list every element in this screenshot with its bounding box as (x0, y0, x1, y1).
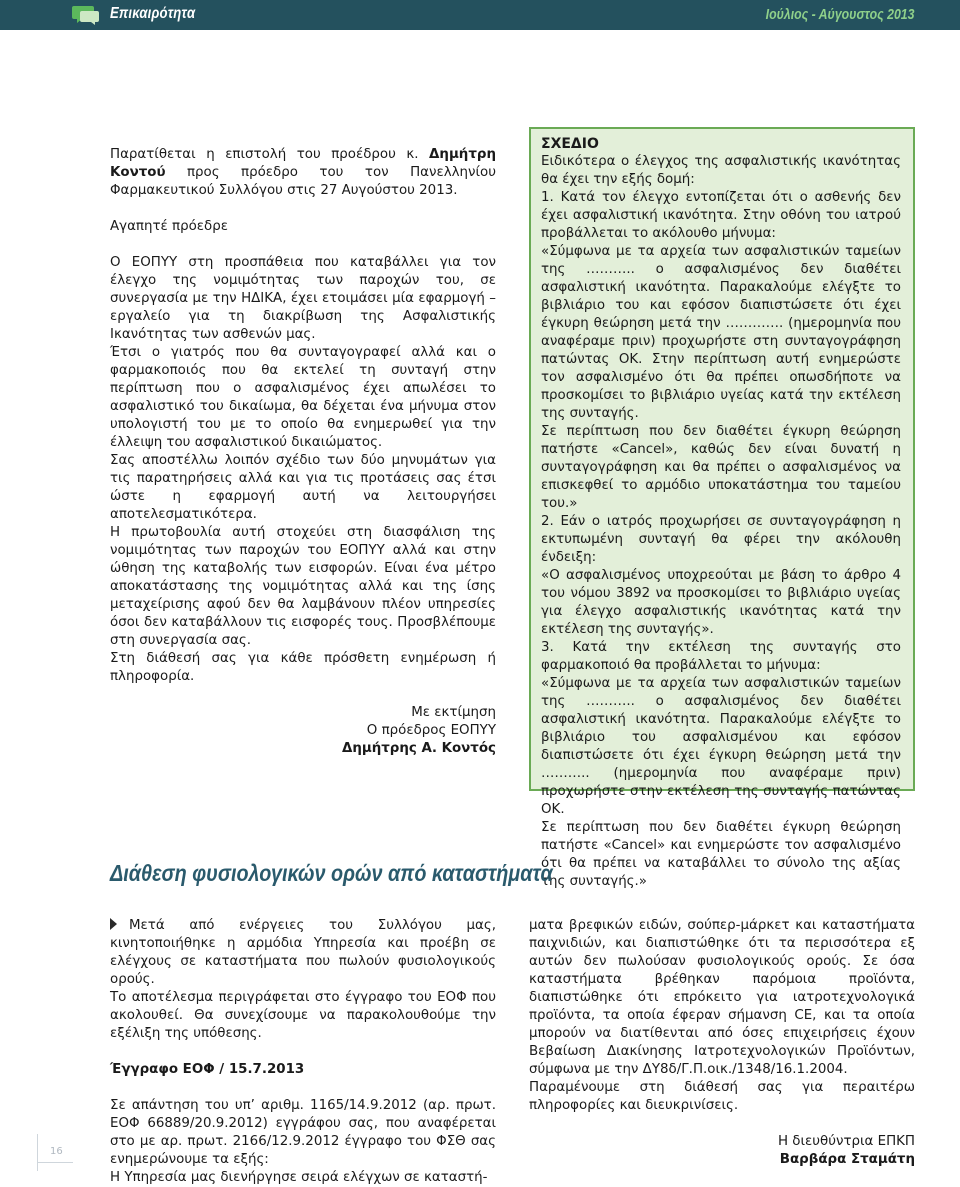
issue-date: Ιούλιος - Αύγουστος 2013 (765, 6, 914, 23)
intro-name: Δημήτρη Κοντού (110, 147, 496, 180)
draft-line: Ειδικότερα ο έλεγχος της ασφαλιστικής ικανότητας θα έχει την εξής δομή: (541, 154, 901, 187)
page-rule (37, 1162, 73, 1163)
header-bar (0, 0, 960, 30)
letter-paragraph: Έτσι ο γιατρός που θα συνταγογραφεί αλλά και ο φαρμακοποιός που θα εκτελεί τη συνταγή στην περίπτωση που ο ασφαλισμένος έχει απωλέσει το ασφαλιστικό του δικαίωμα, θα δέχεται ένα μήνυμα στον υπολογιστή του με το οποίο θα ενημερωθεί για την έλλειψη του ασφαλιστικού δικαιώματος. (110, 345, 496, 450)
document-text: Η Υπηρεσία μας διενήργησε σειρά ελέγχων σε καταστή- (110, 1170, 488, 1185)
article-paragraph (110, 917, 496, 989)
page-rule (37, 1134, 38, 1171)
draft-line: Σε περίπτωση που δεν διαθέτει έγκυρη θεώρηση πατήστε «Cancel», καθώς δεν είναι δυνατή η συνταγογράφηση και θα πρέπει ο ασφαλισμένος να επισκεφθεί το αρμόδιο υποκατάστημα του ταμείου του.» (541, 424, 901, 511)
speech-bubble-icon (72, 3, 100, 27)
signoff-name: Βαρβάρα Σταμάτη (779, 1152, 915, 1167)
document-text: Σε απάντηση του υπ’ αριθμ. 1165/14.9.2012 (αρ. πρωτ. ΕΟΦ 66889/20.9.2012) εγγράφου σας, που αναφέρεται στο με αρ. πρωτ. 2166/12.9.2012 έγγραφο του ΦΣΘ σας ενημερώνουμε τα εξής: (110, 1098, 496, 1167)
draft-line: «Ο ασφαλισμένος υποχρεούται με βάση το άρθρο 4 του νόμου 3892 να προσκομίσει το βιβλιάριο υγείας για έλεγχο ασφαλιστικής ικανότητας κατά την εκτέλεση της συνταγής». (541, 568, 901, 637)
draft-title: ΣΧΕΔΙΟ (541, 136, 599, 152)
document-reference: Έγγραφο ΕΟΦ / 15.7.2013 (110, 1062, 305, 1077)
letter-closing: Με εκτίμηση (411, 705, 496, 720)
letter-paragraph: Ο ΕΟΠΥΥ στη προσπάθεια που καταβάλλει για τον έλεγχο της νομιμότητας των παροχών του, σε συνεργασία με την ΗΔΙΚΑ, έχει ετοιμάσει μία εφαρμογή – εργαλείο για τη διακρίβωση της Ασφαλιστικής Ικανότητας των ασθενών μας. (110, 255, 496, 342)
article-paragraph: Το αποτέλεσμα περιγράφεται στο έγγραφο του ΕΟΦ που ακολουθεί. Θα συνεχίσουμε να παρακολουθούμε την εξέλιξη της υπόθεσης. (110, 990, 496, 1041)
letter-paragraph: Σας αποστέλλω λοιπόν σχέδιο των δύο μηνυμάτων για τις παρατηρήσεις αλλά και για τις προτάσεις σας έτσι ώστε η εφαρμογή αυτή να λειτουργήσει αποτελεσματικότερα. (110, 453, 496, 522)
letter-intro (110, 146, 496, 200)
draft-line: Σε περίπτωση που δεν διαθέτει έγκυρη θεώρηση πατήστε «Cancel» και ενημερώστε τον ασφαλισμένο ότι θα πρέπει να καταβάλλει το σύνολο της αξίας της συνταγής.» (541, 820, 901, 889)
article-left-column (110, 917, 496, 1187)
letter-greeting: Αγαπητέ πρόεδρε (110, 219, 228, 234)
signoff-role: Η διευθύντρια ΕΠΚΠ (777, 1134, 915, 1149)
intro-suffix: προς πρόεδρο του τον Πανελληνίου Φαρμακευτικού Συλλόγου στις 27 Αυγούστου 2013. (110, 165, 496, 198)
letter-paragraph: Η πρωτοβουλία αυτή στοχεύει στη διασφάλιση της νομιμότητας των παροχών του ΕΟΠΥΥ αλλά και στην ώθηση της καταβολής των εισφορών. Είναι ένα μέτρο αποκατάστασης της νομιμότητας αλλά και της ίσης μεταχείρισης αφού δεν θα λαμβάνουν πλέον υπηρεσίες όσοι δεν καταβάλλουν τις εισφορές τους. Προσβλέπουμε στη συνεργασία σας. (110, 525, 496, 648)
page-number: 16 (50, 1146, 63, 1157)
letter-paragraph: Στη διάθεσή σας για κάθε πρόσθετη ενημέρωση ή πληροφορία. (110, 651, 496, 684)
article-title: Διάθεση φυσιολογικών ορών από καταστήματα (110, 860, 553, 886)
section-label: Επικαιρότητα (110, 5, 196, 22)
article-paragraph: Παραμένουμε στη διάθεσή σας για περαιτέρω πληροφορίες και διευκρινίσεις. (529, 1080, 915, 1113)
article-paragraph: ματα βρεφικών ειδών, σούπερ-μάρκετ και καταστήματα παιχνιδιών, και διαπιστώθηκε ότι τα περισσότερα εξ αυτών δεν πωλούσαν φυσιολογικούς ορούς. Σε όσα καταστήματα βρέθηκαν παρόμοια προϊόντα, διαπιστώθηκε ότι επρόκειτο για ιατροτεχνολογικά προϊόντα, τα οποία έφεραν σήμανση CE, και τα οποία μπορούν να διατίθενται από όσες επιχειρήσεις έχουν Βεβαίωση Διακίνησης Ιατροτεχνολογικών Προϊόντων, σύμφωνα με την ΔΥ8δ/Γ.Π.οικ./1348/16.1.2004. (529, 918, 915, 1077)
article-paragraph-text: Μετά από ενέργειες του Συλλόγου μας, κινητοποιήθηκε η αρμόδια Υπηρεσία και προέβη σε ελέγχους σε καταστήματα που πωλούν φυσιολογικούς ορούς. (110, 918, 496, 987)
draft-line: «Σύμφωνα με τα αρχεία των ασφαλιστικών ταμείων της ……….. ο ασφαλισμένος δεν διαθέτει ασφαλιστική ικανότητα. Παρακαλούμε ελέγξτε το βιβλιάριο του και εφόσον διαπιστώσετε ότι έχει έγκυρη θεώρηση μετά την …………. (ημερομηνία που αναφέραμε πριν) προχωρήστε στη συνταγογράφηση πατώντας ΟΚ. Στην περίπτωση αυτή ενημερώστε τον ασφαλισμένο ότι θα πρέπει οπωσδήποτε να προσκομίσει το βιβλιάριο υγείας κατά την εκτέλεση της συνταγής. (541, 244, 901, 421)
draft-line: 3. Κατά την εκτέλεση της συνταγής στο φαρμακοποιό θα προβάλλεται το μήνυμα: (541, 640, 901, 673)
bullet-icon (110, 918, 117, 930)
draft-line: «Σύμφωνα με τα αρχεία των ασφαλιστικών ταμείων της ……….. ο ασφαλισμένος δεν διαθέτει ασφαλιστική ικανότητα. Παρακαλούμε ελέγξτε το βιβλιάριο του ασφαλισμένου και εφόσον διαπιστώσετε ότι έχει έγκυρη θεώρηση μετά την ……….. (ημερομηνία που αναφέραμε πριν) προχωρήστε στην εκτέλεση της συνταγής πατώντας ΟΚ. (541, 676, 901, 817)
draft-line: 1. Κατά τον έλεγχο εντοπίζεται ότι ο ασθενής δεν έχει ασφαλιστική ικανότητα. Στην οθόνη του ιατρού προβάλλεται το ακόλουθο μήνυμα: (541, 190, 901, 241)
draft-line: 2. Εάν ο ιατρός προχωρήσει σε συνταγογράφηση η εκτυπωμένη συνταγή θα φέρει την ακόλουθη ένδειξη: (541, 514, 901, 565)
letter-signer: Δημήτρης Α. Κοντός (341, 741, 496, 756)
letter-role: Ο πρόεδρος ΕΟΠΥΥ (366, 723, 496, 738)
intro-prefix: Παρατίθεται η επιστολή του προέδρου κ. (110, 147, 430, 162)
letter-column (110, 146, 496, 758)
draft-box (529, 127, 915, 889)
article-right-column (529, 917, 915, 1169)
